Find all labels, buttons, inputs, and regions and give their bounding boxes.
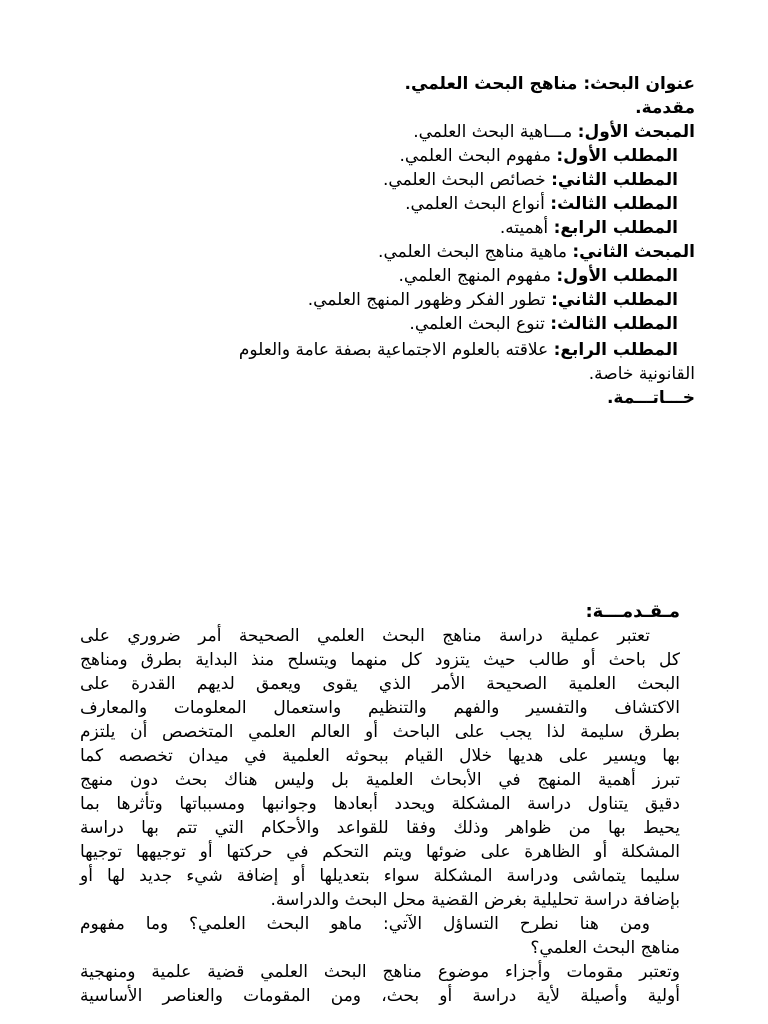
toc-section-1-item-1 bbox=[399, 144, 678, 168]
toc-item-text: مفهوم البحث العلمي. bbox=[399, 146, 551, 166]
toc-section-2 bbox=[378, 240, 695, 264]
intro-line: بطرق سليمة لذا يجب على الباحث أو العالم العلمي المتخصص أن يلتزم bbox=[80, 722, 680, 742]
intro-line: مناهج البحث العلمي؟ bbox=[530, 938, 680, 958]
intro-line: ومن هنا نطرح التساؤل الآتي: ماهو البحث العلمي؟ وما مفهوم bbox=[80, 914, 650, 934]
toc-section-1-item-4 bbox=[500, 216, 678, 240]
intro-line: يحيط بها من ظواهر وذلك وفقا للقواعد والأحكام التي تتم بها دراسة bbox=[80, 818, 680, 838]
intro-line: الاكتشاف والتفسير والفهم والتنظيم واستعمال المعلومات والمعارف bbox=[80, 698, 680, 718]
toc-section-2-item-3 bbox=[409, 312, 678, 336]
toc-section-2-label: المبحث الثاني: bbox=[572, 242, 695, 262]
toc-section-2-continuation: القانونية خاصة. bbox=[588, 364, 695, 384]
toc-item-label: المطلب الرابع: bbox=[553, 340, 678, 360]
intro-line: كل باحث أو طالب حيث يتزود كل منهما ويتسلح منذ البداية بطرق ومناهج bbox=[80, 650, 680, 670]
research-title-value: مناهج البحث العلمي. bbox=[404, 74, 578, 94]
research-title-line bbox=[404, 72, 695, 96]
intro-line: دقيق يتناول دراسة المشكلة ويحدد أبعادها وجوانبها ومسبباتها وتأثرها بما bbox=[80, 794, 680, 814]
toc-item-label: المطلب الثاني: bbox=[551, 170, 678, 190]
toc-intro: مقدمة. bbox=[635, 98, 695, 118]
toc-item-text: مفهوم المنهج العلمي. bbox=[398, 266, 551, 286]
toc-conclusion: خـــاتـــمة. bbox=[606, 388, 695, 408]
toc-section-1-item-3 bbox=[405, 192, 678, 216]
toc-section-1-label: المبحث الأول: bbox=[577, 122, 695, 142]
toc-section-2-item-1 bbox=[399, 264, 679, 288]
intro-line: المشكلة أو الظاهرة على ضوئها ويتم التحكم في حركتها أو توجيهها توجيها bbox=[80, 842, 680, 862]
research-title-label: عنوان البحث: bbox=[583, 74, 695, 94]
toc-item-text: تطور الفكر وظهور المنهج العلمي. bbox=[307, 290, 546, 310]
toc-item-label: المطلب الثالث: bbox=[550, 194, 678, 214]
toc-item-text: أنواع البحث العلمي. bbox=[405, 194, 545, 214]
toc-section-2-item-2 bbox=[308, 288, 678, 312]
toc-section-2-text: ماهية مناهج البحث العلمي. bbox=[378, 242, 567, 262]
toc-section-1 bbox=[413, 120, 695, 144]
toc-item-text: تنوع البحث العلمي. bbox=[409, 314, 545, 334]
toc-item-text: خصائص البحث العلمي. bbox=[383, 170, 546, 190]
intro-line: سليما يتماشى ودراسة المشكلة سواء بتعديلها أو إضافة شيء جديد لها أو bbox=[80, 866, 680, 886]
toc-item-label: المطلب الثالث: bbox=[550, 314, 678, 334]
toc-item-label: المطلب الأول: bbox=[556, 266, 678, 286]
toc-item-label: المطلب الأول: bbox=[556, 146, 678, 166]
intro-line: تبرز أهمية المنهج في الأبحاث العلمية بل وليس هناك بحث دون منهج bbox=[80, 770, 680, 790]
intro-line: بإضافة دراسة تحليلية بغرض القضية محل البحث والدراسة. bbox=[270, 890, 680, 910]
intro-heading: مـقـدمـــة: bbox=[585, 601, 680, 622]
toc-section-1-text: مـــاهية البحث العلمي. bbox=[413, 122, 573, 142]
intro-line: بها ويسير على هديها خلال القيام ببحوثه العلمية في ميدان تخصصه كما bbox=[80, 746, 680, 766]
intro-line: أولية وأصيلة لأية دراسة أو بحث، ومن المقومات والعناصر الأساسية bbox=[80, 986, 680, 1006]
toc-item-text: أهميته. bbox=[499, 218, 549, 238]
toc-section-2-item-4 bbox=[239, 338, 678, 362]
toc-section-1-item-2 bbox=[383, 168, 678, 192]
toc-item-label: المطلب الرابع: bbox=[553, 218, 678, 238]
toc-item-label: المطلب الثاني: bbox=[551, 290, 678, 310]
intro-line: وتعتبر مقومات وأجزاء موضوع مناهج البحث العلمي قضية علمية ومنهجية bbox=[80, 962, 680, 982]
toc-item-text: علاقته بالعلوم الاجتماعية بصفة عامة والعلوم bbox=[238, 340, 549, 360]
intro-line: البحث العلمية الصحيحة الأمر الذي يقوى ويعمق لديهم القدرة على bbox=[80, 674, 680, 694]
intro-line: تعتبر عملية دراسة مناهج البحث العلمي الصحيحة أمر ضروري على bbox=[80, 626, 650, 646]
